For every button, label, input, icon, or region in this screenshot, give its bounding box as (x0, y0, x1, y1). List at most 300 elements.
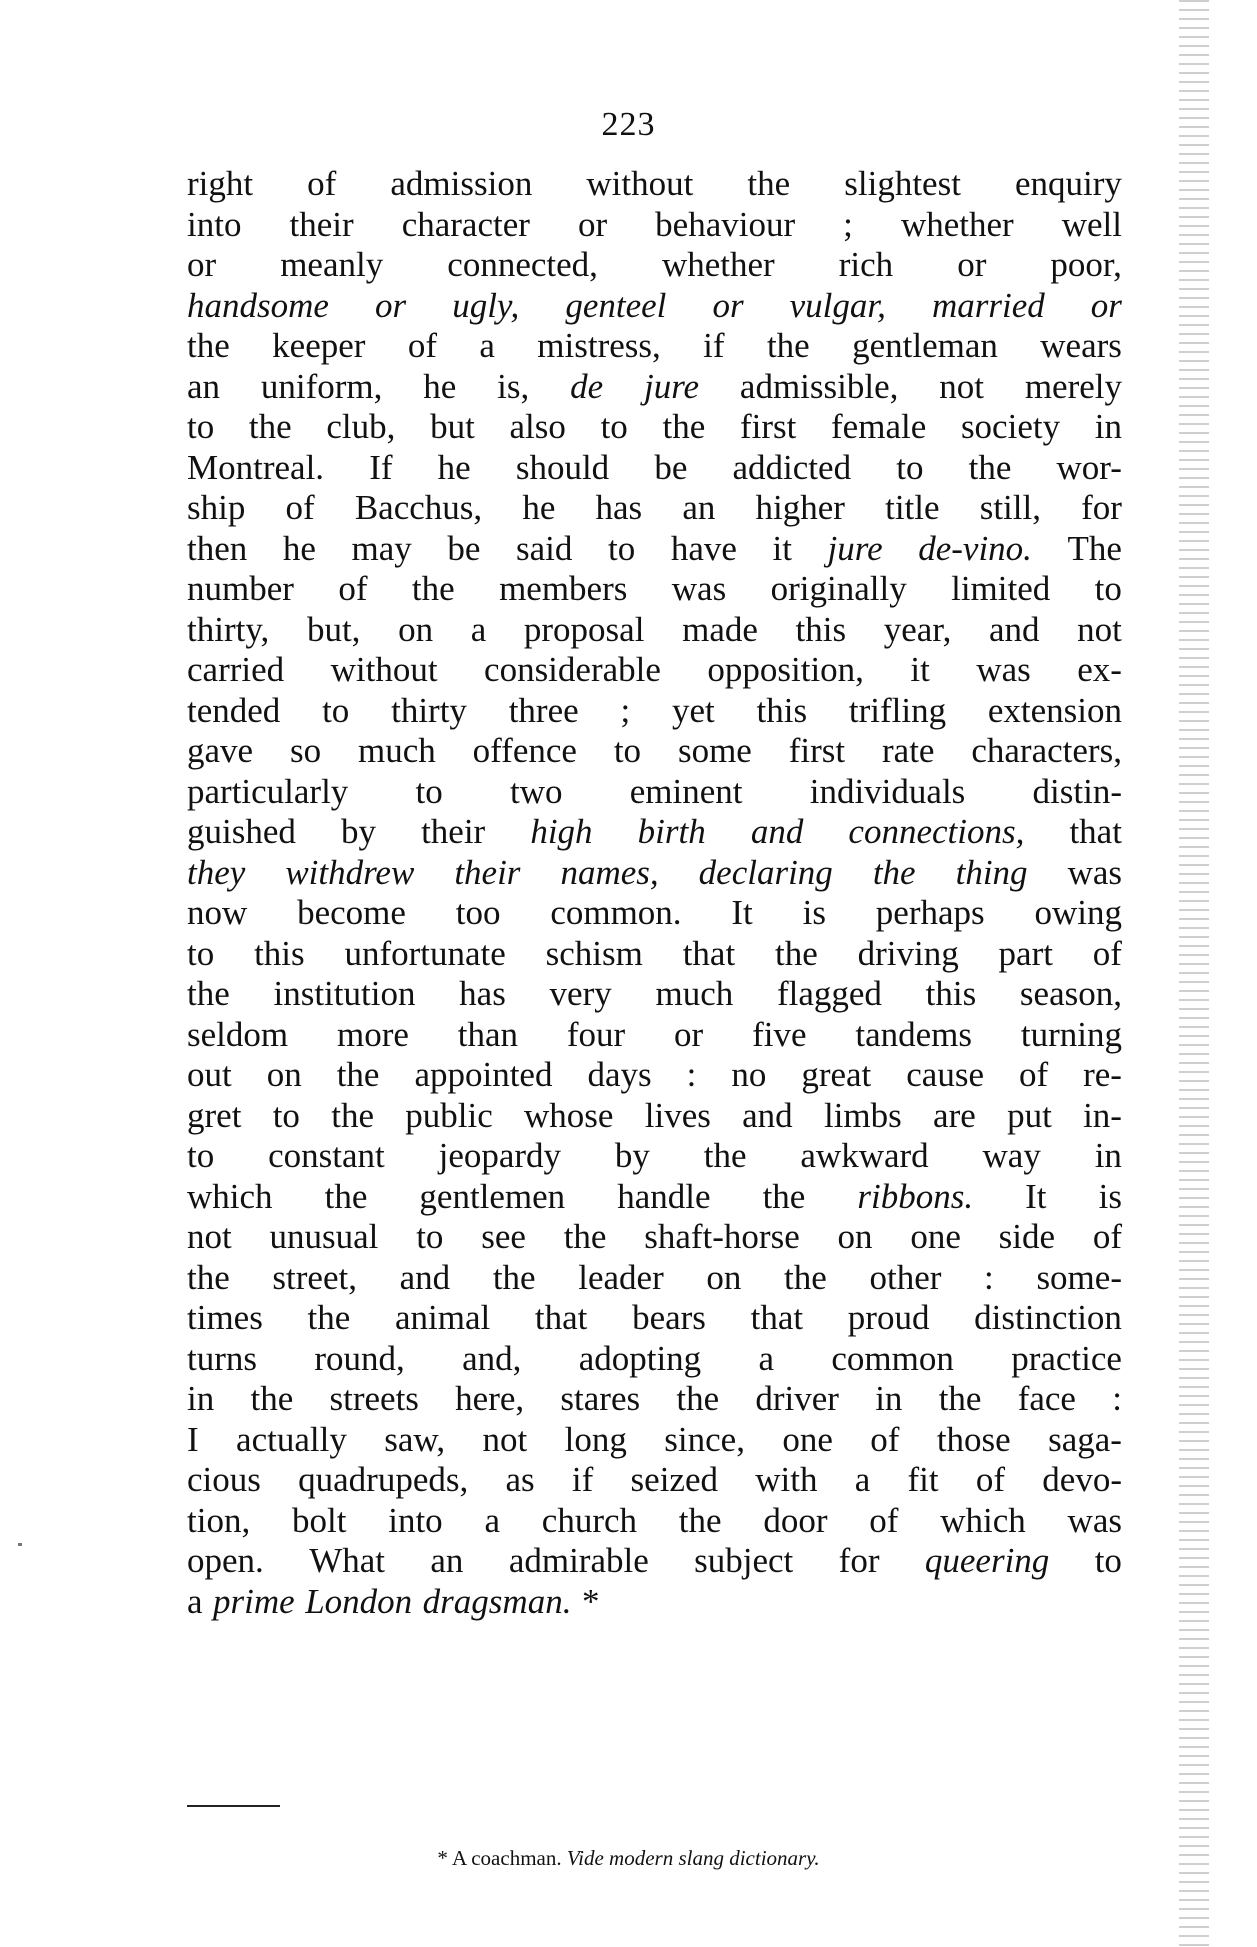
text-line (187, 934, 1122, 975)
word: the (872, 852, 916, 892)
word: this (925, 974, 977, 1013)
word: be (654, 447, 688, 487)
word: that (682, 933, 736, 973)
word: it (910, 650, 930, 689)
word: saga- (1048, 1419, 1122, 1459)
word: with (755, 1460, 818, 1499)
footnote-text: * A coachman. (437, 1846, 567, 1870)
footnote-rule (187, 1805, 280, 1807)
word: a (470, 609, 487, 649)
word: a (484, 1500, 500, 1540)
word: the (678, 1500, 722, 1540)
word: of (307, 164, 337, 203)
word: the (187, 974, 230, 1013)
word: in (1094, 407, 1122, 446)
word: connections, (848, 812, 1025, 851)
word: and (399, 1257, 451, 1297)
word: also (509, 407, 566, 446)
word: ; (843, 204, 853, 244)
word: : (686, 1055, 697, 1094)
word: actually (236, 1419, 347, 1459)
word: the (766, 326, 810, 365)
word: on (837, 1217, 873, 1256)
word: he (522, 488, 556, 527)
word: is (1098, 1176, 1122, 1216)
word: days (587, 1055, 652, 1094)
word: to (607, 528, 636, 568)
word: said (516, 528, 573, 568)
word: it (772, 528, 792, 568)
word: was (1067, 852, 1122, 892)
word: that (1069, 812, 1122, 851)
word: of (869, 1500, 899, 1540)
text-line (187, 1177, 1122, 1218)
word: to (1094, 569, 1122, 608)
word: the (775, 933, 818, 973)
word: of (285, 488, 315, 527)
word: by (340, 812, 376, 851)
word: door (763, 1500, 828, 1540)
word: ugly, (452, 285, 520, 325)
word: What (309, 1541, 385, 1580)
word: public (405, 1095, 493, 1135)
word: animal (394, 1298, 491, 1337)
word: practice (1011, 1338, 1122, 1378)
word: some- (1036, 1257, 1122, 1297)
text-line (187, 205, 1122, 246)
word: guished (187, 812, 296, 851)
word: de (570, 366, 604, 406)
word: than (457, 1014, 519, 1054)
word: see (481, 1217, 526, 1256)
word: ex- (1077, 650, 1122, 689)
word: very (549, 974, 612, 1013)
text-line (187, 164, 1122, 205)
word: the (938, 1379, 982, 1418)
word: face (1017, 1379, 1076, 1418)
word: without (330, 650, 438, 689)
text-line (187, 974, 1122, 1015)
word: limited (951, 569, 1051, 608)
word: unfortunate (344, 933, 506, 973)
text-line (187, 1136, 1122, 1177)
word: saw, (384, 1419, 446, 1459)
word: since, (664, 1419, 745, 1459)
word: names, (560, 852, 659, 892)
word: The (1067, 528, 1122, 568)
text-line (187, 367, 1122, 408)
text-line (187, 1217, 1122, 1258)
word: for (1081, 488, 1122, 527)
word: the (336, 1055, 380, 1094)
word: : (1112, 1379, 1122, 1418)
word: in (187, 1379, 215, 1418)
word: and (750, 812, 804, 851)
word: quadrupeds, (298, 1460, 469, 1499)
word: club, (326, 407, 396, 446)
word: by (614, 1136, 650, 1175)
word: street, (272, 1257, 357, 1297)
word: behaviour (655, 204, 796, 244)
word: which (940, 1500, 1026, 1540)
word: or (577, 204, 608, 244)
word: the (250, 1379, 294, 1418)
word: London (305, 1581, 413, 1621)
word: the (248, 407, 292, 446)
word: to (613, 731, 642, 770)
word: number (187, 569, 294, 608)
word: devo- (1042, 1460, 1122, 1499)
word: birth (637, 812, 706, 851)
word: their (454, 852, 521, 892)
word: jure (827, 528, 883, 568)
word: on (706, 1257, 742, 1297)
word: declaring (698, 852, 833, 892)
stray-ink-mark (18, 1543, 22, 1546)
word: ship (187, 488, 246, 527)
word: tended (187, 690, 281, 730)
word: tandems (855, 1014, 972, 1054)
word: handsome (187, 285, 329, 325)
word: adopting (578, 1338, 702, 1378)
word: put (1007, 1095, 1052, 1135)
word: on (398, 609, 434, 649)
word: and, (462, 1338, 522, 1378)
word: church (541, 1500, 638, 1540)
word: well (1061, 204, 1122, 244)
word: appointed (414, 1055, 553, 1094)
word: right (187, 164, 254, 203)
word: if (571, 1460, 594, 1499)
word: the (762, 1176, 806, 1216)
text-line (187, 812, 1122, 853)
word: Bacchus, (354, 488, 483, 527)
word: the (968, 447, 1012, 487)
word: gret (187, 1095, 242, 1135)
word: the (662, 407, 706, 446)
word: leader (578, 1257, 664, 1297)
word: the (307, 1298, 351, 1337)
word: on (266, 1055, 302, 1094)
word: not (939, 366, 984, 406)
text-line (187, 1582, 1122, 1623)
word: more (336, 1014, 409, 1054)
word: so (289, 731, 322, 770)
word: part (998, 933, 1053, 973)
word: turning (1020, 1014, 1122, 1054)
word: high (530, 812, 593, 851)
word: way (982, 1136, 1041, 1175)
word: of (1092, 933, 1122, 973)
word: to (1094, 1541, 1122, 1580)
word: jure (643, 366, 700, 406)
text-line (187, 286, 1122, 327)
body-text (187, 164, 1122, 1622)
word: are (933, 1095, 976, 1135)
word: five (752, 1014, 807, 1054)
word: or (957, 245, 987, 284)
word: without (586, 164, 694, 203)
word: much (357, 731, 436, 770)
word: the (747, 164, 791, 203)
text-line (187, 1460, 1122, 1501)
word: was (1067, 1500, 1122, 1540)
word: ; (620, 690, 631, 730)
word: schism (545, 933, 643, 973)
word: members (499, 569, 628, 608)
word: a (758, 1338, 775, 1378)
word: an (430, 1541, 464, 1580)
word: prime (213, 1581, 295, 1621)
word: the (331, 1095, 374, 1135)
word: in (1094, 1136, 1122, 1175)
word: yet (671, 690, 715, 730)
text-line (187, 529, 1122, 570)
word: rate (882, 731, 935, 770)
word: the (563, 1217, 607, 1256)
word: side (998, 1217, 1056, 1256)
word: a (187, 1581, 203, 1621)
word: perhaps (875, 893, 985, 932)
word: become (297, 893, 406, 932)
word: eminent (629, 771, 743, 811)
word: individuals (809, 771, 966, 811)
word: should (515, 447, 610, 487)
word: first (788, 731, 846, 770)
word: : (984, 1257, 994, 1297)
word: this (795, 609, 847, 649)
word: whose (524, 1095, 614, 1135)
text-line (187, 1015, 1122, 1056)
text-line (187, 1258, 1122, 1299)
word: out (187, 1055, 232, 1094)
word: I (187, 1419, 199, 1459)
word: particularly (187, 771, 349, 811)
text-line (187, 893, 1122, 934)
word: is, (497, 366, 530, 406)
word: times (187, 1298, 263, 1337)
word: a (479, 326, 495, 365)
word: constant (268, 1136, 385, 1175)
word: driving (857, 933, 959, 973)
word: this (756, 690, 808, 730)
word: carried (187, 650, 285, 689)
text-line (187, 1055, 1122, 1096)
footnote (0, 1846, 1257, 1871)
word: genteel (565, 285, 667, 325)
word: or (187, 245, 217, 284)
footnote-text: Vide modern slang dictionary. (566, 1846, 820, 1870)
word: other (869, 1257, 942, 1297)
word: thirty, (187, 609, 270, 649)
word: gentleman (852, 326, 998, 365)
word: keeper (272, 326, 366, 365)
word: admirable (508, 1541, 649, 1580)
word: the (187, 1257, 230, 1297)
word: offence (472, 731, 577, 770)
word: seized (630, 1460, 718, 1499)
word: have (670, 528, 737, 568)
word: bolt (291, 1500, 347, 1540)
word: and (742, 1095, 793, 1135)
word: extension (987, 690, 1122, 730)
word: of (975, 1460, 1006, 1499)
word: a (854, 1460, 871, 1499)
word: character (401, 204, 530, 244)
text-line (187, 448, 1122, 489)
word: lives (644, 1095, 711, 1135)
word: unusual (269, 1217, 379, 1256)
page-number: 223 (601, 106, 656, 143)
text-line (187, 610, 1122, 651)
word: to (187, 407, 215, 446)
text-line (187, 326, 1122, 367)
word: one (782, 1419, 833, 1459)
word: some (677, 731, 752, 770)
word: vulgar, (789, 285, 886, 325)
word: whether (900, 204, 1014, 244)
word: they (187, 852, 246, 892)
word: still, (979, 488, 1041, 527)
word: whether (661, 245, 775, 284)
word: tion, (187, 1500, 251, 1540)
word: stares (560, 1379, 641, 1418)
word: to (416, 1217, 444, 1256)
word: was (976, 650, 1031, 689)
text-line (187, 569, 1122, 610)
word: connected, (447, 245, 598, 284)
word: the (676, 1379, 720, 1418)
word: higher (755, 488, 845, 527)
word: the (784, 1257, 827, 1297)
word: two (510, 771, 563, 811)
word: female (831, 407, 927, 446)
word: for (838, 1541, 880, 1580)
word: may (351, 528, 412, 568)
text-line (187, 1379, 1122, 1420)
word: has (595, 488, 643, 527)
word: fit (907, 1460, 939, 1499)
word: not (482, 1419, 528, 1459)
word: withdrew (285, 852, 415, 892)
word: of (1092, 1217, 1122, 1256)
word: he (437, 447, 471, 487)
word: the (324, 1176, 368, 1216)
word: not (187, 1217, 232, 1256)
page-binding-edge (1179, 0, 1209, 1947)
word: uniform, (260, 366, 383, 406)
word: jeopardy (438, 1136, 562, 1175)
word: open. (187, 1541, 264, 1580)
word: he (282, 528, 316, 568)
word: year, (883, 609, 952, 649)
word: originally (770, 569, 907, 608)
text-line (187, 1339, 1122, 1380)
word: which (187, 1176, 273, 1216)
word: that (750, 1298, 804, 1337)
word: of (870, 1419, 900, 1459)
word: round, (314, 1338, 405, 1378)
word: to (415, 771, 443, 811)
word: to (600, 407, 628, 446)
word: and (988, 609, 1040, 649)
word: here, (455, 1379, 525, 1418)
word: of (1018, 1055, 1049, 1094)
word: owing (1034, 893, 1122, 932)
word: * (581, 1581, 600, 1621)
word: of (407, 326, 437, 365)
word: streets (329, 1379, 419, 1418)
text-line (187, 488, 1122, 529)
word: flagged (776, 974, 882, 1013)
word: the (187, 326, 230, 365)
word: institution (273, 974, 416, 1013)
word: bears (632, 1298, 706, 1337)
word: then (187, 528, 248, 568)
word: one (910, 1217, 961, 1256)
word: that (534, 1298, 588, 1337)
word: he (423, 366, 457, 406)
word: handle (617, 1176, 711, 1216)
word: thing (955, 852, 1028, 892)
word: made (682, 609, 758, 649)
text-line (187, 245, 1122, 286)
word: gentlemen (419, 1176, 566, 1216)
word: common. (550, 893, 682, 932)
word: subject (694, 1541, 794, 1580)
word: was (671, 569, 727, 608)
word: married (931, 285, 1045, 325)
word: proposal (523, 609, 645, 649)
word: enquiry (1015, 164, 1122, 203)
text-line (187, 1541, 1122, 1582)
word: shaft-horse (644, 1217, 800, 1256)
word: not (1077, 609, 1122, 649)
word: common (831, 1338, 954, 1378)
word: if (703, 326, 725, 365)
word: but (430, 407, 475, 446)
word: queering (924, 1541, 1050, 1580)
word: but, (306, 609, 361, 649)
word: distinction (974, 1298, 1122, 1337)
word: title (885, 488, 940, 527)
word: an (682, 488, 716, 527)
word: limbs (823, 1095, 902, 1135)
word: or (674, 1014, 704, 1054)
word: meanly (280, 245, 384, 284)
word: seldom (187, 1014, 289, 1054)
word: into (187, 204, 242, 244)
word: mistress, (537, 326, 661, 365)
word: or (1090, 285, 1122, 325)
word: considerable (484, 650, 661, 689)
word: cause (906, 1055, 984, 1094)
word: the (411, 569, 455, 608)
word: four (566, 1014, 626, 1054)
word: re- (1083, 1055, 1122, 1094)
word: no (731, 1055, 767, 1094)
word: the (703, 1136, 747, 1175)
word: an (187, 366, 221, 406)
word: now (187, 893, 248, 932)
word: into (388, 1500, 443, 1540)
word: dragsman. (422, 1581, 572, 1621)
word: be (447, 528, 481, 568)
text-line (187, 650, 1122, 691)
word: as (505, 1460, 535, 1499)
word: admission (390, 164, 533, 203)
word: the (492, 1257, 536, 1297)
